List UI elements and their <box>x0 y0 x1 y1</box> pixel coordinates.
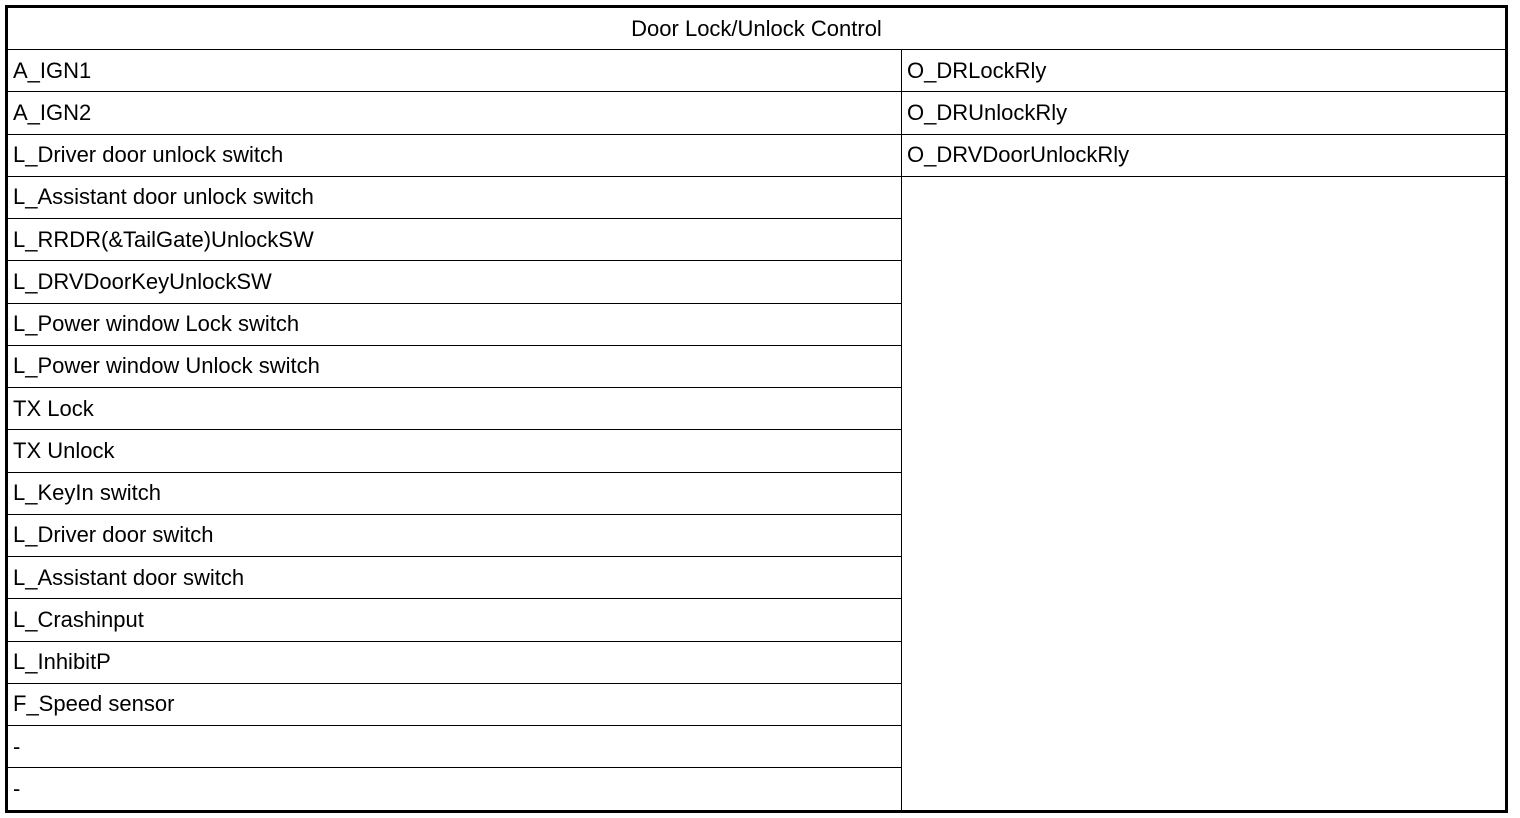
input-signal-cell: L_Driver door switch <box>8 515 901 557</box>
input-signal-cell: L_Power window Lock switch <box>8 304 901 346</box>
input-signals-column <box>8 50 901 810</box>
input-signal-cell: - <box>13 776 21 802</box>
table-title: Door Lock/Unlock Control <box>8 8 1505 50</box>
input-signal-cell: L_Assistant door switch <box>8 557 901 599</box>
input-signal-cell: F_Speed sensor <box>8 684 901 726</box>
signal-table <box>5 5 1508 813</box>
input-signal-cell: L_Assistant door unlock switch <box>8 177 901 219</box>
output-signal-cell: O_DRLockRly <box>902 50 1505 92</box>
input-signal-cell: A_IGN1 <box>8 50 901 92</box>
input-signal-cell: L_InhibitP <box>8 642 901 684</box>
input-signal-cell: - <box>8 726 901 768</box>
input-signal-cell: TX Unlock <box>8 430 901 472</box>
output-signals-column <box>901 50 1505 810</box>
input-signal-cell: A_IGN2 <box>8 92 901 134</box>
input-signal-cell: L_KeyIn switch <box>8 473 901 515</box>
input-signal-cell: L_Crashinput <box>8 599 901 641</box>
output-signal-cell: O_DRUnlockRly <box>902 92 1505 134</box>
input-signal-cell: L_Power window Unlock switch <box>8 346 901 388</box>
input-signal-cell: L_Driver door unlock switch <box>8 135 901 177</box>
input-signal-cell: L_RRDR(&TailGate)UnlockSW <box>8 219 901 261</box>
input-signal-cell: TX Lock <box>8 388 901 430</box>
input-signal-cell: L_DRVDoorKeyUnlockSW <box>8 261 901 303</box>
output-signal-cell: O_DRVDoorUnlockRly <box>902 135 1505 177</box>
